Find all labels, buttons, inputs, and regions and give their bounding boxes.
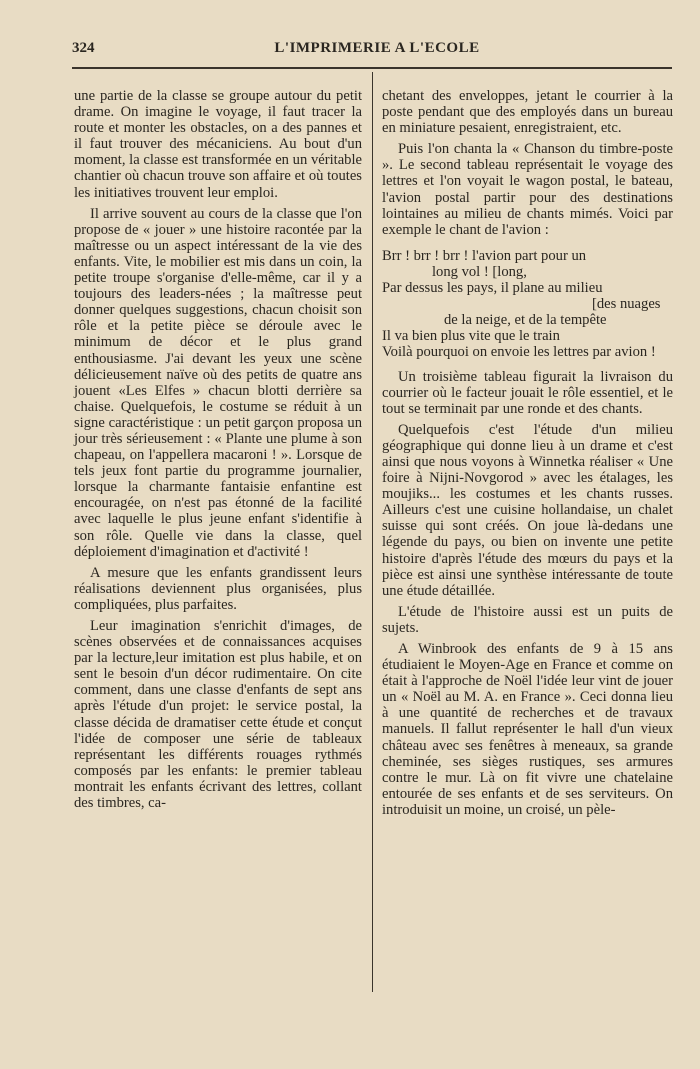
paragraph: une partie de la classe se groupe autour du petit drame. On imagine le voyage, il faut tracer la route et monter les obstacles, on a des pannes et il faut trouver des mécaniciens. Au bout d'un moment, la classe est transformée en un véritable chantier où chacun trouve son affaire et où toutes les initiatives trouvent leur emploi. [74,88,362,201]
paragraph: Leur imagination s'enrichit d'images, de scènes observées et de connaissances acquises par la lecture,leur imitation est plus habile, et on sent le besoin d'un décor rudimentaire. On cite comment, dans une classe d'enfants de sept ans après l'étude d'un projet: le service postal, la classe décida de dramatiser cette étude et conçut l'idée de composer une série de tableaux représentant les différents rouages rythmés composés par les enfants: le premier tableau montrait les enfants écrivant des lettres, collant des timbres, ca- [74,618,362,812]
right-column [382,88,673,818]
poem-line: long vol ! [long, [432,263,527,280]
right-column-upper [382,88,673,238]
right-column-lower [382,369,673,819]
paragraph: A mesure que les enfants grandissent leurs réalisations deviennent plus organisées, plus compliquées, plus parfaites. [74,564,362,613]
page-number: 324 [72,40,95,56]
running-title: L'IMPRIMERIE A L'ECOLE [274,40,480,56]
paragraph: L'étude de l'histoire aussi est un puits de sujets. [382,603,673,636]
paragraph: chetant des enveloppes, jetant le courrier à la poste pendant que des employés dans un bureau en miniature pesaient, enregistraient, etc. [382,88,673,137]
poem-line: Voilà pourquoi on envoie les lettres par avion ! [382,344,656,361]
poem-line: Brr ! brr ! brr ! l'avion part pour un [382,247,587,264]
paragraph: Quelquefois c'est l'étude d'un milieu géographique qui donne lieu à un drame et c'est ainsi que nous voyons à Winnetka réaliser « Une foire à Nijni-Novgorod » avec les étalages, les moujiks... les costumes et les chants russes. Ailleurs c'est une cuisine hollandaise, un chalet suisse qui sont créés. On joue là-dedans une légende du pays, ou bien on invente une petite histoire d'après l'étude des mœurs du pays et la pièce est ainsi une synthèse intéressante de toute une étude détaillée. [382,421,673,599]
paragraph: Un troisième tableau figurait la livraison du courrier où le facteur jouait le rôle essentiel, et le tout se terminait par une ronde et des chants. [382,368,673,417]
poem-line: Il va bien plus vite que le train [382,328,560,345]
poem-line: de la neige, et de la tempête [444,312,607,329]
running-header [72,36,672,62]
paragraph: Puis l'on chanta la « Chanson du timbre-poste ». Le second tableau représentait le voyage des lettres et l'on voyait le wagon postal, le bateau, l'avion postal partir pour des destinations lointaines au milieu de chants mimés. Voici par exemple le chant de l'avion : [382,141,673,238]
paragraph: Il arrive souvent au cours de la classe que l'on propose de « jouer » une histoire racontée par la maîtresse ou un aspect intéressant de la vie des enfants. Vite, le mobilier est mis dans un coin, la petite troupe s'organise d'elle-même, car il y a toujours des leaders-nées ; la maîtresse peut donner quelques suggestions, chacun choisit son rôle et la petite pièce se déroule avec le minimum de décor et le plus grand enthousiasme. J'ai devant les yeux une scène délicieusement naïve où des petits de quatre ans jouent «Les Elfes » chacun blotti derrière sa chaise. Quelquefois, le costume se réduit à un signe caractéristique : un petit garçon proposa un jour très sérieusement : « Plante une plume à son chapeau, on l'appellera macaroni ! ». Lorsque de tels jeux font partie du programme journalier, lorsque la charmante fantaisie enfantine est encouragée, on n'est pas étonné de la facilité avec laquelle le plus jeune enfant s'identifie à son rôle. Quelle vie dans la classe, quel déploiement d'imagination et d'activité ! [74,205,362,560]
poem-line: Par dessus les pays, il plane au milieu [382,280,603,297]
left-column [74,88,362,811]
paragraph: A Winbrook des enfants de 9 à 15 ans étudiaient le Moyen-Age en France et comme on était à l'approche de Noël l'idée leur vint de jouer un « Noël au M. A. en France ». Ceci donna lieu à une quantité de recherches et de travaux manuels. Il fallut représenter le hall d'un vieux château avec ses fenêtres à meneaux, sa grande cheminée, ses sièges rustiques, ses armures contre le mur. Là on fit vivre une chatelaine entourée de ses enfants et de ses serviteurs. On introduisit un moine, un croisé, un pèle- [382,641,673,818]
header-rule [72,67,672,69]
column-divider [372,72,373,992]
airplane-song [382,248,673,361]
poem-line: [des nuages [592,296,661,313]
